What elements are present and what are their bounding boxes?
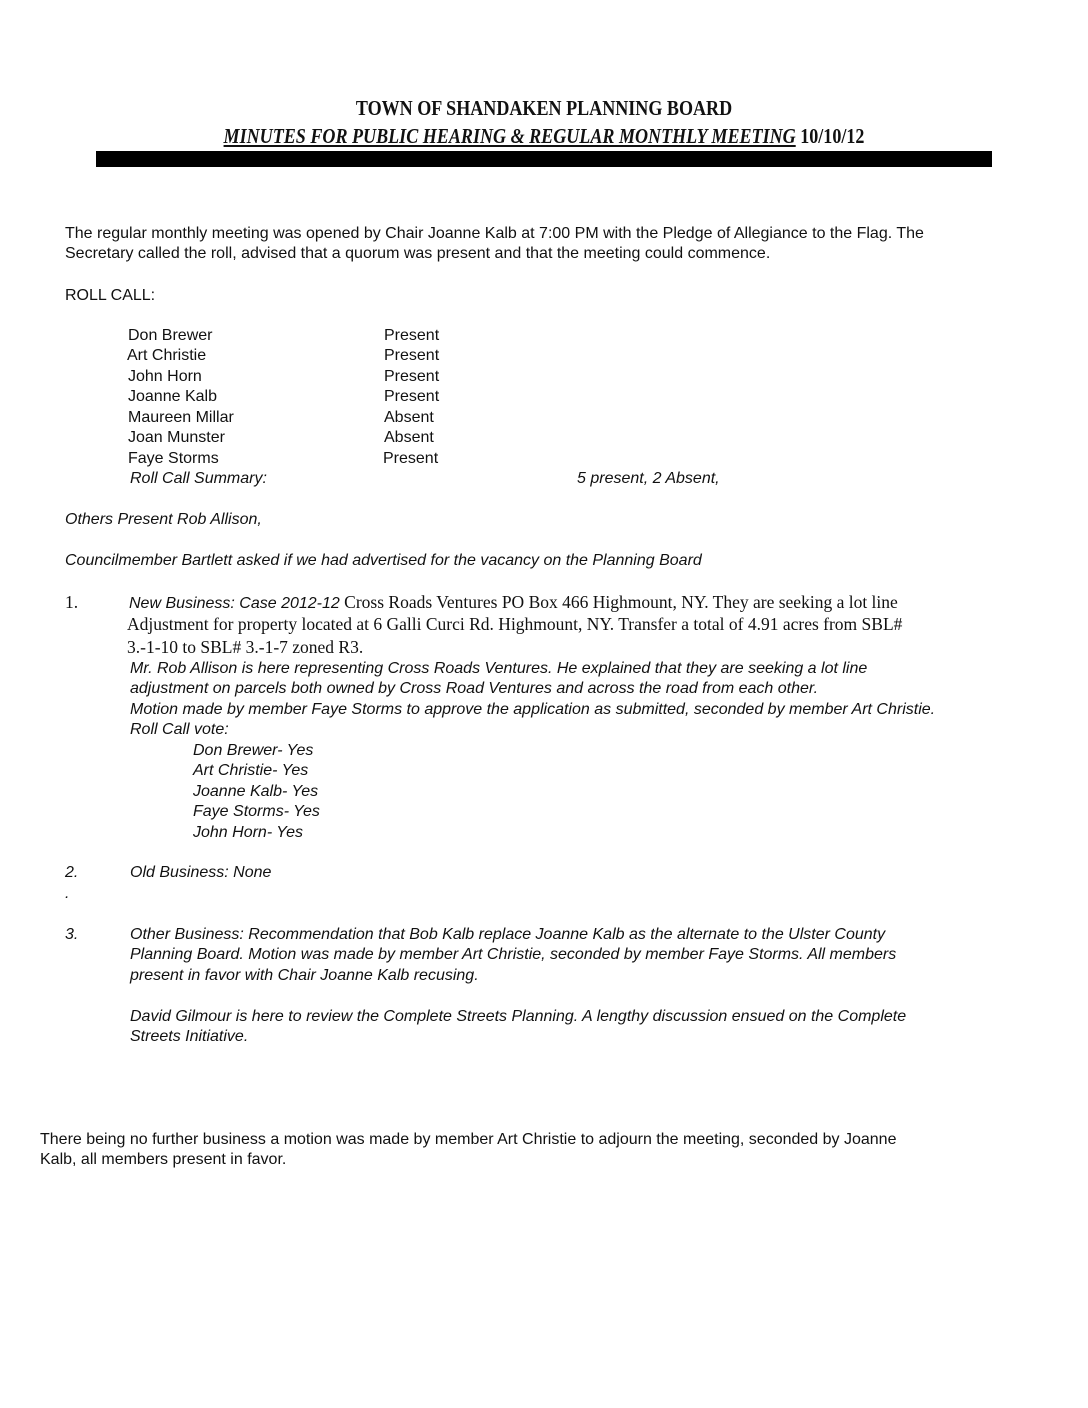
item-1-line-1-text: Cross Roads Ventures PO Box 466 Highmount, NY. They are seeking a lot line	[339, 592, 898, 612]
item-3-line-3: present in favor with Chair Joanne Kalb recusing.	[130, 967, 479, 984]
item-2-number: 2.	[65, 864, 79, 881]
meeting-date: 10/10/12	[800, 124, 865, 148]
roll-member-name: John Horn	[128, 368, 202, 385]
item-1-number: 1.	[65, 592, 79, 612]
document-subtitle	[76, 124, 1012, 149]
others-present: Others Present Rob Allison,	[65, 511, 262, 528]
roll-member-status: Present	[383, 450, 439, 467]
roll-member-status: Present	[384, 368, 440, 385]
roll-member-status: Present	[384, 327, 440, 344]
roll-call-summary-label: Roll Call Summary:	[130, 470, 267, 487]
roll-member-status: Absent	[384, 409, 434, 426]
item-1-label: New Business: Case 2012-12	[129, 595, 340, 612]
item-3-line-2: Planning Board. Motion was made by member Art Christie, seconded by member Faye Storms. All members	[130, 946, 897, 963]
vote-entry: Don Brewer- Yes	[193, 742, 314, 759]
roll-member-name: Joan Munster	[128, 429, 225, 446]
roll-call-heading: ROLL CALL:	[65, 287, 156, 304]
closing-line-2: Kalb, all members present in favor.	[40, 1151, 287, 1168]
roll-member-name: Don Brewer	[128, 327, 213, 344]
item-2-dot: .	[65, 885, 70, 902]
item-1-note-2: adjustment on parcels both owned by Cross Road Ventures and across the road from each other.	[130, 680, 819, 697]
roll-member-name: Maureen Millar	[128, 409, 234, 426]
intro-line-2: Secretary called the roll, advised that a quorum was present and that the meeting could commence.	[65, 245, 771, 262]
vote-entry: Faye Storms- Yes	[193, 803, 320, 820]
roll-member-status: Present	[384, 388, 440, 405]
item-1-line-2: Adjustment for property located at 6 Galli Curci Rd. Highmount, NY. Transfer a total of 4.91 acres from SBL#	[127, 614, 903, 634]
item-1-motion: Motion made by member Faye Storms to approve the application as submitted, seconded by member Art Christie.	[130, 701, 936, 718]
vote-entry: Art Christie- Yes	[193, 762, 309, 779]
item-3-number: 3.	[65, 926, 79, 943]
item-3-line-4: David Gilmour is here to review the Complete Streets Planning. A lengthy discussion ensued on the Complete	[130, 1008, 907, 1025]
item-1-line-3: 3.-1-10 to SBL# 3.-1-7 zoned R3.	[127, 637, 364, 657]
roll-call-summary-value: 5 present, 2 Absent,	[577, 470, 720, 487]
roll-member-name: Art Christie	[127, 347, 207, 364]
item-1-line-1	[129, 592, 898, 614]
item-1-vote-heading: Roll Call vote:	[130, 721, 229, 738]
document-title: TOWN OF SHANDAKEN PLANNING BOARD	[355, 96, 733, 120]
roll-member-status: Absent	[384, 429, 434, 446]
roll-member-name: Joanne Kalb	[128, 388, 217, 405]
vote-entry: Joanne Kalb- Yes	[193, 783, 319, 800]
intro-line-1: The regular monthly meeting was opened by Chair Joanne Kalb at 7:00 PM with the Pledge of Allegiance to the Flag. The	[65, 225, 924, 242]
subtitle-heading: MINUTES FOR PUBLIC HEARING & REGULAR MONTHLY MEETING	[223, 124, 796, 148]
roll-member-name: Faye Storms	[128, 450, 219, 467]
item-2-text: Old Business: None	[130, 864, 272, 881]
title-rule	[96, 151, 992, 167]
vote-entry: John Horn- Yes	[193, 824, 303, 841]
roll-member-status: Present	[384, 347, 440, 364]
item-3-line-5: Streets Initiative.	[130, 1028, 249, 1045]
item-3-line-1: Other Business: Recommendation that Bob Kalb replace Joanne Kalb as the alternate to the Ulster County	[130, 926, 886, 943]
item-1-note-1: Mr. Rob Allison is here representing Cross Roads Ventures. He explained that they are seeking a lot line	[130, 660, 868, 677]
council-note: Councilmember Bartlett asked if we had advertised for the vacancy on the Planning Board	[65, 552, 702, 569]
closing-line-1: There being no further business a motion was made by member Art Christie to adjourn the meeting, seconded by Joanne	[40, 1131, 897, 1148]
